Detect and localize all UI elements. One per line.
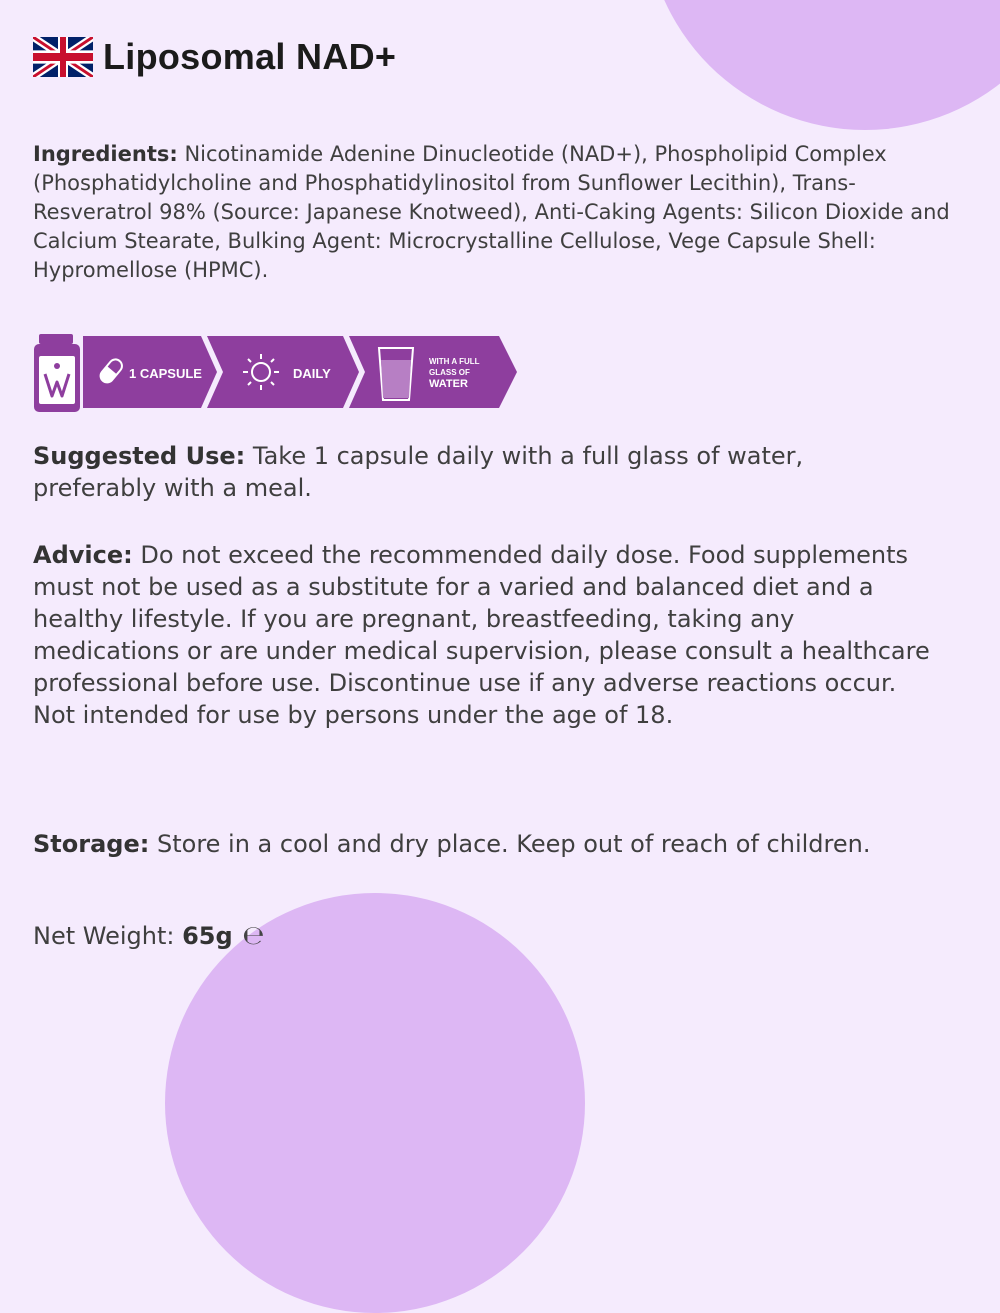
suggested-use-label: Suggested Use: <box>33 442 246 470</box>
water-line-1: WITH A FULL <box>429 357 480 366</box>
advice-text: Do not exceed the recommended daily dose. Food supplements must not be used as a substitute for a varied and balanced diet and a healthy lifestyle. If you are pregnant, breastfeeding, taking any medications or are under medical supervision, please consult a healthcare professional before use. Discontinue use if any adverse reactions occur. Not intended for use by persons under the age of 18. <box>33 541 930 729</box>
advice-label: Advice: <box>33 541 133 569</box>
uk-flag-icon <box>33 37 93 77</box>
decorative-circle-bottom <box>165 893 585 1313</box>
estimated-sign-icon: ℮ <box>242 921 265 951</box>
daily-label: DAILY <box>293 366 331 381</box>
dosage-banner <box>33 330 523 414</box>
capsule-label: 1 CAPSULE <box>129 366 202 381</box>
ingredients-paragraph <box>33 140 968 285</box>
header <box>33 36 396 78</box>
storage-text: Store in a cool and dry place. Keep out of reach of children. <box>156 830 871 858</box>
ingredients-text: Nicotinamide Adenine Dinucleotide (NAD+), Phospholipid Complex (Phosphatidylcholine and Phosphatidylinositol from Sunflower Lecithin), Trans-Resveratrol 98% (Source: Japanese Knotweed), Anti-Caking Agents: Silicon Dioxide and Calcium Stearate, Bulking Agent: Microcrystalline Cellulose, Vege Capsule Shell: Hypromellose (HPMC). <box>33 142 950 282</box>
advice-paragraph <box>33 539 933 731</box>
bottle-icon <box>34 334 80 412</box>
suggested-use-text: Take 1 capsule daily with a full glass of water, preferably with a meal. <box>33 442 804 502</box>
net-weight <box>33 920 968 952</box>
suggested-use-paragraph <box>33 440 933 504</box>
banner-segment-daily <box>207 336 359 408</box>
net-weight-value: 65g <box>182 922 233 950</box>
decorative-circle-top <box>645 0 1000 130</box>
page-title: Liposomal NAD+ <box>103 36 397 77</box>
storage-label: Storage: <box>33 830 150 858</box>
water-line-3: WATER <box>429 378 468 390</box>
net-weight-label: Net Weight: <box>33 922 175 950</box>
ingredients-label: Ingredients: <box>33 142 178 166</box>
water-line-2: GLASS OF <box>429 368 470 377</box>
storage-paragraph <box>33 828 968 860</box>
